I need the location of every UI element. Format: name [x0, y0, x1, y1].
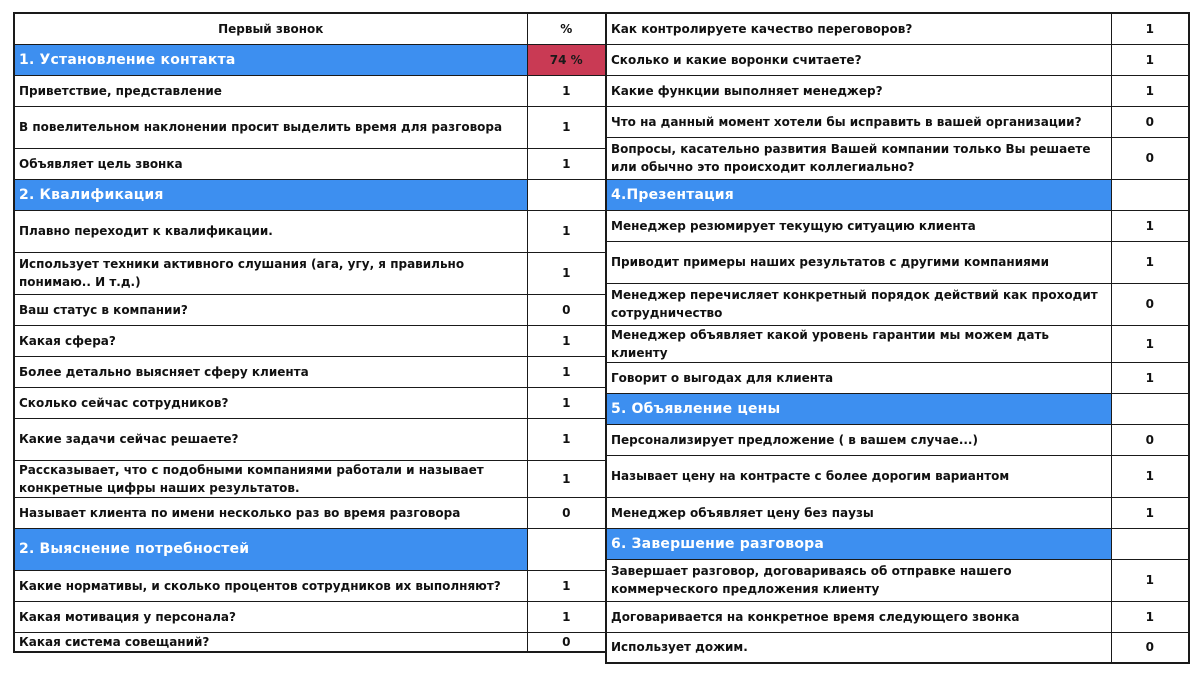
- criterion-text: Объявляет цель звонка: [14, 148, 527, 179]
- criterion-text: В повелительном наклонении просит выделить время для разговора: [14, 106, 527, 148]
- criterion-score: 0: [527, 632, 606, 652]
- section-score-empty: [1111, 393, 1189, 424]
- criterion-text: Ваш статус в компании?: [14, 294, 527, 325]
- criterion-row: [606, 210, 1189, 241]
- criterion-score: 1: [527, 387, 606, 418]
- criterion-row: [606, 601, 1189, 632]
- criterion-text: Называет клиента по имени несколько раз во время разговора: [14, 497, 527, 528]
- criterion-row: [606, 106, 1189, 137]
- criterion-text: Завершает разговор, договариваясь об отправке нашего коммерческого предложения клиенту: [606, 559, 1111, 601]
- criterion-row: [606, 455, 1189, 497]
- criterion-row: [14, 252, 606, 294]
- section-percent: 74 %: [527, 44, 606, 75]
- criterion-text: Менеджер перечисляет конкретный порядок действий как проходит сотрудничество: [606, 283, 1111, 325]
- criterion-row: [14, 418, 606, 460]
- criterion-row: [14, 570, 606, 601]
- criterion-row: [606, 75, 1189, 106]
- criterion-score: 0: [1111, 424, 1189, 455]
- criterion-row: [14, 148, 606, 179]
- criterion-row: [606, 424, 1189, 455]
- criterion-score: 1: [1111, 75, 1189, 106]
- criterion-text: Какая мотивация у персонала?: [14, 601, 527, 632]
- section-row: [606, 179, 1189, 210]
- criterion-score: 1: [527, 252, 606, 294]
- section-title: 1. Установление контакта: [14, 44, 527, 75]
- criterion-row: [606, 632, 1189, 663]
- criterion-row: [14, 294, 606, 325]
- left-table-body: [14, 13, 606, 652]
- criterion-score: 1: [527, 356, 606, 387]
- criterion-row: [606, 283, 1189, 325]
- criterion-score: 0: [1111, 137, 1189, 179]
- criterion-score: 0: [1111, 106, 1189, 137]
- section-title: 4.Презентация: [606, 179, 1111, 210]
- section-score-empty: [1111, 179, 1189, 210]
- criterion-score: 1: [527, 75, 606, 106]
- section-score-empty: [527, 528, 606, 570]
- criterion-score: 1: [527, 210, 606, 252]
- criterion-text: Использует техники активного слушания (ага, угу, я правильно понимаю.. И т.д.): [14, 252, 527, 294]
- section-title: 6. Завершение разговора: [606, 528, 1111, 559]
- criterion-text: Менеджер объявляет цену без паузы: [606, 497, 1111, 528]
- criterion-row: [14, 75, 606, 106]
- criterion-text: Какая сфера?: [14, 325, 527, 356]
- criterion-row: [606, 241, 1189, 283]
- criterion-score: 1: [1111, 497, 1189, 528]
- criterion-score: 1: [1111, 210, 1189, 241]
- criterion-row: [14, 497, 606, 528]
- criterion-row: [606, 44, 1189, 75]
- criterion-row: [606, 13, 1189, 44]
- criterion-score: 1: [527, 601, 606, 632]
- criterion-row: [14, 460, 606, 497]
- criterion-text: Приветствие, представление: [14, 75, 527, 106]
- criterion-score: 0: [527, 497, 606, 528]
- criterion-row: [14, 356, 606, 387]
- section-row: [14, 179, 606, 210]
- criterion-score: 0: [527, 294, 606, 325]
- criterion-row: [14, 601, 606, 632]
- criterion-row: [606, 497, 1189, 528]
- criterion-row: [606, 137, 1189, 179]
- percent-column-header: %: [527, 13, 606, 44]
- criterion-text: Сколько сейчас сотрудников?: [14, 387, 527, 418]
- criterion-row: [606, 362, 1189, 393]
- criterion-text: Вопросы, касательно развития Вашей компании только Вы решаете или обычно это происходит коллегиально?: [606, 137, 1111, 179]
- criterion-text: Более детально выясняет сферу клиента: [14, 356, 527, 387]
- criterion-score: 0: [1111, 632, 1189, 663]
- criterion-score: 1: [1111, 13, 1189, 44]
- criterion-text: Использует дожим.: [606, 632, 1111, 663]
- right-checklist-table: [605, 12, 1190, 664]
- criterion-score: 1: [1111, 455, 1189, 497]
- criterion-text: Как контролируете качество переговоров?: [606, 13, 1111, 44]
- criterion-row: [14, 325, 606, 356]
- criterion-score: 1: [1111, 559, 1189, 601]
- criterion-text: Какие задачи сейчас решаете?: [14, 418, 527, 460]
- criterion-score: 1: [1111, 241, 1189, 283]
- criterion-score: 1: [1111, 601, 1189, 632]
- criterion-score: 1: [527, 570, 606, 601]
- criterion-score: 1: [527, 148, 606, 179]
- section-title: 5. Объявление цены: [606, 393, 1111, 424]
- criterion-score: 1: [1111, 44, 1189, 75]
- criterion-score: 1: [1111, 325, 1189, 362]
- section-score-empty: [527, 179, 606, 210]
- criterion-text: Какие функции выполняет менеджер?: [606, 75, 1111, 106]
- section-score-empty: [1111, 528, 1189, 559]
- criterion-row: [14, 632, 606, 652]
- criterion-text: Приводит примеры наших результатов с другими компаниями: [606, 241, 1111, 283]
- criterion-text: Какая система совещаний?: [14, 632, 527, 652]
- criterion-score: 0: [1111, 283, 1189, 325]
- criterion-score: 1: [527, 106, 606, 148]
- criterion-text: Плавно переходит к квалификации.: [14, 210, 527, 252]
- criterion-text: Менеджер объявляет какой уровень гарантии мы можем дать клиенту: [606, 325, 1111, 362]
- left-checklist-table: [13, 12, 607, 653]
- criterion-text: Что на данный момент хотели бы исправить в вашей организации?: [606, 106, 1111, 137]
- criterion-text: Менеджер резюмирует текущую ситуацию клиента: [606, 210, 1111, 241]
- criterion-text: Какие нормативы, и сколько процентов сотрудников их выполняют?: [14, 570, 527, 601]
- criterion-score: 1: [527, 418, 606, 460]
- criterion-text: Говорит о выгодах для клиента: [606, 362, 1111, 393]
- criterion-row: [606, 325, 1189, 362]
- section-row: [14, 44, 606, 75]
- section-row: [606, 393, 1189, 424]
- criterion-row: [606, 559, 1189, 601]
- criterion-row: [14, 106, 606, 148]
- section-title: 2. Квалификация: [14, 179, 527, 210]
- section-title: 2. Выяснение потребностей: [14, 528, 527, 570]
- criterion-score: 1: [527, 460, 606, 497]
- section-row: [14, 528, 606, 570]
- criterion-text: Сколько и какие воронки считаете?: [606, 44, 1111, 75]
- criterion-text: Рассказывает, что с подобными компаниями работали и называет конкретные цифры наших результатов.: [14, 460, 527, 497]
- criterion-score: 1: [1111, 362, 1189, 393]
- sheet-title: Первый звонок: [14, 13, 527, 44]
- criterion-row: [14, 210, 606, 252]
- criterion-text: Называет цену на контрасте с более дорогим вариантом: [606, 455, 1111, 497]
- section-row: [606, 528, 1189, 559]
- criterion-row: [14, 387, 606, 418]
- criterion-text: Персонализирует предложение ( в вашем случае...): [606, 424, 1111, 455]
- criterion-text: Договаривается на конкретное время следующего звонка: [606, 601, 1111, 632]
- criterion-score: 1: [527, 325, 606, 356]
- table-header-row: [14, 13, 606, 44]
- right-table-body: [606, 13, 1189, 663]
